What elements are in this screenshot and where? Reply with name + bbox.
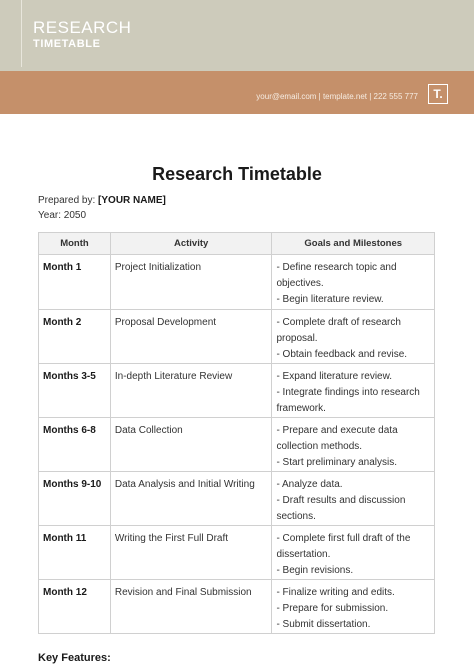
column-header-goals: Goals and Milestones <box>272 233 435 255</box>
table-row <box>39 364 435 418</box>
goal-line: proposal. <box>276 333 318 344</box>
page-title: Research Timetable <box>152 164 322 184</box>
goal-line: - Begin literature review. <box>276 294 384 305</box>
column-header-month: Month <box>39 233 111 255</box>
goals-cell <box>272 472 435 526</box>
activity-cell: Revision and Final Submission <box>110 580 272 634</box>
column-header-activity: Activity <box>110 233 272 255</box>
month-cell: Months 9-10 <box>39 472 111 526</box>
table-row <box>39 310 435 364</box>
goals-cell <box>272 526 435 580</box>
header-top-band <box>0 0 474 71</box>
brand-divider <box>21 0 22 67</box>
goals-cell <box>272 418 435 472</box>
goal-line: - Begin revisions. <box>276 565 354 576</box>
goal-line: objectives. <box>276 278 324 289</box>
activity-cell: Project Initialization <box>110 255 272 310</box>
goals-cell <box>272 364 435 418</box>
brand-subtitle: TIMETABLE <box>33 38 101 50</box>
goals-cell <box>272 580 435 634</box>
month-cell: Months 6-8 <box>39 418 111 472</box>
month-cell: Month 11 <box>39 526 111 580</box>
month-cell: Month 12 <box>39 580 111 634</box>
prepared-by-value: [YOUR NAME] <box>98 195 166 206</box>
goal-line: - Prepare for submission. <box>276 603 389 614</box>
activity-cell: Data Analysis and Initial Writing <box>110 472 272 526</box>
goals-cell <box>272 255 435 310</box>
goal-line: dissertation. <box>276 549 331 560</box>
month-cell: Months 3-5 <box>39 364 111 418</box>
goal-line: sections. <box>276 511 316 522</box>
goal-line: - Define research topic and <box>276 262 397 273</box>
goal-line: - Complete first full draft of the <box>276 533 411 544</box>
activity-cell: Data Collection <box>110 418 272 472</box>
goal-line: collection methods. <box>276 441 363 452</box>
goal-line: - Analyze data. <box>276 479 343 490</box>
contact-info: your@email.com | template.net | 222 555 777 <box>256 92 418 101</box>
goals-cell <box>272 310 435 364</box>
month-cell: Month 2 <box>39 310 111 364</box>
activity-cell: Proposal Development <box>110 310 272 364</box>
goal-line: - Integrate findings into research <box>276 387 420 398</box>
goal-line: - Prepare and execute data <box>276 425 398 436</box>
activity-cell: In-depth Literature Review <box>110 364 272 418</box>
month-cell: Month 1 <box>39 255 111 310</box>
goal-line: - Draft results and discussion <box>276 495 406 506</box>
goal-line: - Complete draft of research <box>276 317 401 328</box>
year: Year: 2050 <box>38 210 87 221</box>
table-row <box>39 255 435 310</box>
table-row <box>39 580 435 634</box>
table-header-row <box>39 233 435 255</box>
timetable <box>38 232 435 634</box>
table-row <box>39 418 435 472</box>
key-features-heading: Key Features: <box>38 652 111 664</box>
goal-line: - Start preliminary analysis. <box>276 457 398 468</box>
goal-line: - Submit dissertation. <box>276 619 371 630</box>
table-row <box>39 526 435 580</box>
prepared-by-label: Prepared by: <box>38 195 99 206</box>
brand-title: RESEARCH <box>33 18 132 37</box>
template-logo-icon: T. <box>428 84 448 104</box>
goal-line: - Expand literature review. <box>276 371 393 382</box>
table-row <box>39 472 435 526</box>
goal-line: framework. <box>276 403 326 414</box>
prepared-by <box>38 195 166 206</box>
activity-cell: Writing the First Full Draft <box>110 526 272 580</box>
goal-line: - Obtain feedback and revise. <box>276 349 408 360</box>
goal-line: - Finalize writing and edits. <box>276 587 395 598</box>
